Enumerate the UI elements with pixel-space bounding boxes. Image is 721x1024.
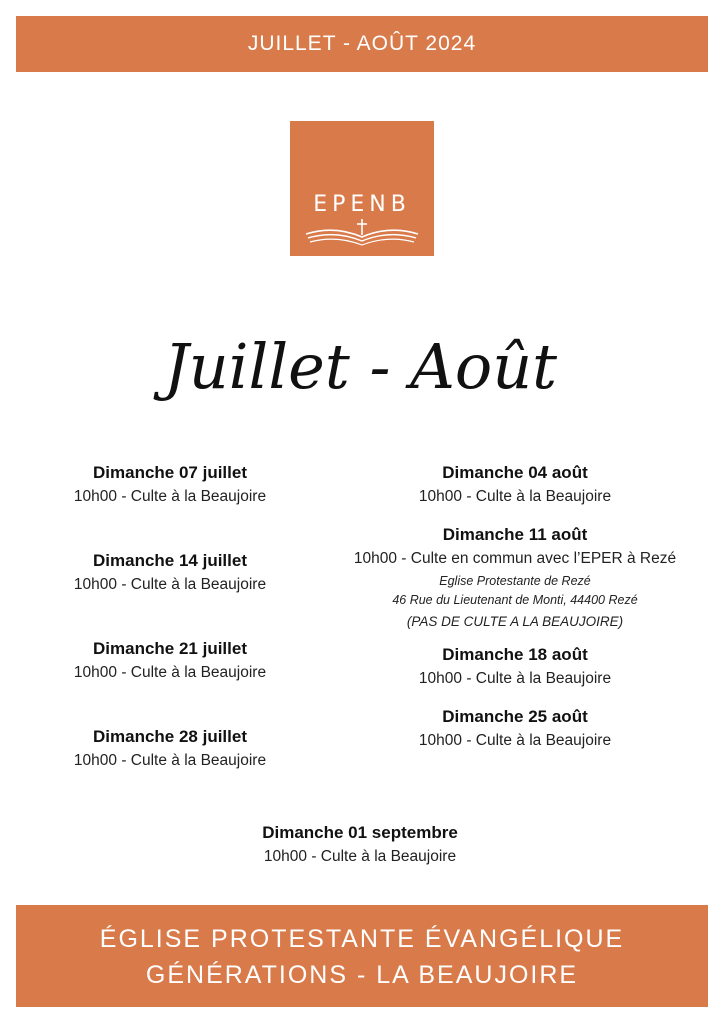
- no-service-notice: (PAS DE CULTE A LA BEAUJOIRE): [406, 614, 624, 629]
- september-schedule: [170, 822, 550, 870]
- page-heading: Juillet - Août: [163, 330, 558, 403]
- entry-day: Dimanche 07 juillet: [93, 463, 247, 482]
- entry-day: Dimanche 21 juillet: [93, 639, 247, 658]
- church-address: 46 Rue du Lieutenant de Monti, 44400 Rezé: [392, 593, 638, 607]
- footer-line-1: ÉGLISE PROTESTANTE ÉVANGÉLIQUE: [99, 925, 625, 953]
- entry-service: 10h00 - Culte à la Beaujoire: [418, 488, 612, 505]
- entry-day: Dimanche 04 août: [442, 463, 588, 482]
- august-schedule: [330, 462, 700, 754]
- entry-service: 10h00 - Culte à la Beaujoire: [418, 670, 612, 687]
- entry-day: Dimanche 28 juillet: [93, 727, 247, 746]
- entry-service: 10h00 - Culte à la Beaujoire: [73, 488, 267, 505]
- footer-line-2: GÉNÉRATIONS - LA BEAUJOIRE: [145, 961, 579, 989]
- church-name: Eglise Protestante de Rezé: [439, 574, 591, 588]
- schedule-entry: [40, 462, 300, 510]
- church-logo: [290, 121, 434, 256]
- schedule-entry: [40, 550, 300, 598]
- schedule-entry: [330, 462, 700, 510]
- schedule-entry: [330, 644, 700, 692]
- entry-service: 10h00 - Culte à la Beaujoire: [73, 576, 267, 593]
- logo-text: EPENB: [313, 192, 411, 217]
- entry-day: Dimanche 14 juillet: [93, 551, 247, 570]
- header-banner: [16, 16, 708, 72]
- open-bible-cross-icon: [302, 217, 422, 247]
- entry-service: 10h00 - Culte en commun avec l’EPER à Rezé: [353, 550, 677, 567]
- schedule-entry: [40, 726, 300, 774]
- entry-day: Dimanche 25 août: [442, 707, 588, 726]
- july-schedule: [40, 462, 300, 774]
- schedule-entry: [40, 638, 300, 686]
- footer-banner: [16, 905, 708, 1007]
- entry-day: Dimanche 01 septembre: [262, 823, 458, 842]
- entry-service: 10h00 - Culte à la Beaujoire: [73, 752, 267, 769]
- entry-service: 10h00 - Culte à la Beaujoire: [418, 732, 612, 749]
- entry-service: 10h00 - Culte à la Beaujoire: [263, 848, 457, 865]
- entry-day: Dimanche 18 août: [442, 645, 588, 664]
- header-title: JUILLET - AOÛT 2024: [247, 32, 477, 55]
- schedule-entry-special: [330, 524, 700, 634]
- entry-service: 10h00 - Culte à la Beaujoire: [73, 664, 267, 681]
- entry-day: Dimanche 11 août: [442, 525, 588, 544]
- schedule-entry: [330, 706, 700, 754]
